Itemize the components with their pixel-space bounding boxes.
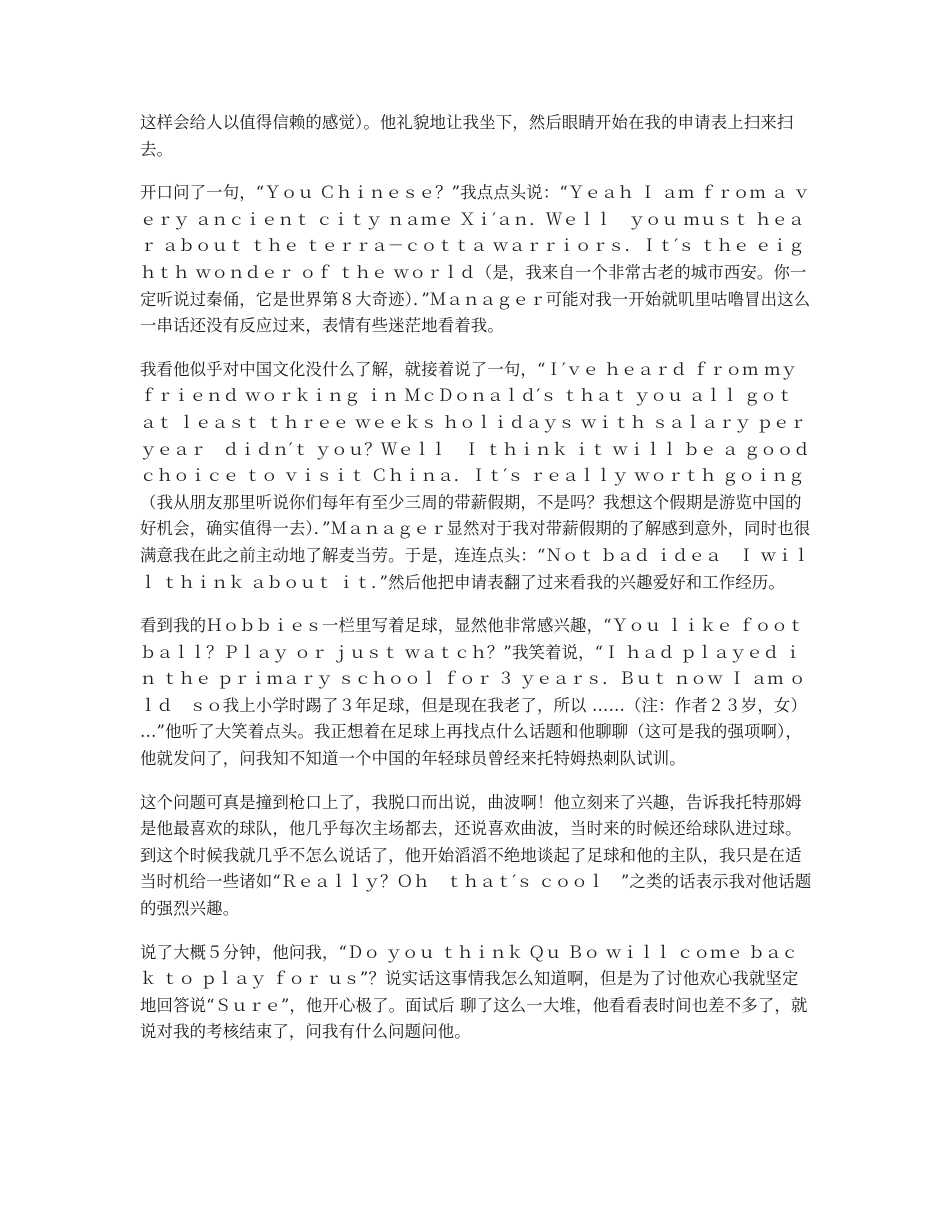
paragraph: 看到我的Ｈｏｂｂｉｅｓ一栏里写着足球，显然他非常感兴趣，“Ｙｏｕ ｌｉｋｅ ｆｏｏｔｂａｌｌ？Ｐｌａｙ ｏｒ ｊｕｓｔ ｗａｔｃｈ？”我笑着说，“Ｉ ｈａｄ ｐｌａｙｅｄ ｉｎ ｔｈｅ ｐｒｉｍａｒｙ ｓｃｈｏｏｌ ｆｏｒ ３ ｙｅａｒｓ．Ｂｕｔ ｎｏｗ Ｉ ａｍ ｏｌｄ ｓｏ我上小学时踢了３年足球，但是现在我老了，所以 ……（注：作者２３岁，女） …”他听了大笑着点头。我正想着在足球上再找点什么话题和他聊聊（这可是我的强项啊），他就发问了，问我知不知道一个中国的年轻球员曾经来托特姆热刺队试训。 (140, 616, 807, 769)
paragraph: 这样会给人以值得信赖的感觉）。他礼貌地让我坐下，然后眼睛开始在我的申请表上扫来扫去。 (140, 113, 794, 159)
paragraph: 说了大概５分钟，他问我，“Ｄｏ ｙｏｕ ｔｈｉｎｋ Ｑｕ Ｂｏ ｗｉｌｌ ｃｏｍｅ ｂａｃｋ ｔｏ ｐｌａｙ ｆｏｒ ｕｓ”？说实话这事情我怎么知道啊，但是为了讨他欢心我就坚定地回答说“Ｓｕｒｅ”，他开心极了。面试后 聊了这么一大堆，他看看表时间也差不多了，就说对我的考核结束了，问我有什么问题问他。 (140, 942, 808, 1042)
paragraph: 这个问题可真是撞到枪口上了，我脱口而出说，曲波啊！他立刻来了兴趣，告诉我托特那姆是他最喜欢的球队，他几乎每次主场都去，还说喜欢曲波，当时来的时候还给球队进过球。到这个时候我就几乎不怎么说话了，他开始滔滔不绝地谈起了足球和他的主队，我只是在适当时机给一些诸如“Ｒｅａｌｌｙ？Ｏｈ ｔｈａｔ′ｓ ｃｏｏｌ ”之类的话表示我对他话题的强烈兴趣。 (140, 792, 812, 919)
paragraph: 我看他似乎对中国文化没什么了解，就接着说了一句，“Ｉ′ｖｅ ｈｅａｒｄ ｆｒｏｍ ｍｙ ｆｒｉｅｎｄ ｗｏｒｋｉｎｇ ｉｎ ＭｃＤｏｎａｌｄ′ｓ ｔｈａｔ ｙｏｕ ａｌｌ ｇｏｔ ａｔ ｌｅａｓｔ ｔｈｒｅｅ ｗｅｅｋｓ ｈｏｌｉｄａｙｓ ｗｉｔｈ ｓａｌａｒｙ ｐｅｒ ｙｅａｒ ｄｉｄｎ′ｔ ｙｏｕ？Ｗｅｌｌ Ｉ ｔｈｉｎｋ ｉｔ ｗｉｌｌ ｂｅ ａ ｇｏｏｄ ｃｈｏｉｃｅ ｔｏ ｖｉｓｉｔ Ｃｈｉｎａ．Ｉｔ′ｓ ｒｅａｌｌｙ ｗｏｒｔｈ ｇｏｉｎｇ（我从朋友那里听说你们每年有至少三周的带薪假期，不是吗？我想这个假期是游览中国的好机会，确实值得一去）．”Ｍａｎａｇｅｒ显然对于我对带薪假期的了解感到意外，同时也很满意我在此之前主动地了解麦当劳。于是，连连点头：“Ｎｏｔ ｂａｄ ｉｄｅａ Ｉ ｗｉｌｌ ｔｈｉｎｋ ａｂｏｕｔ ｉｔ．”然后他把申请表翻了过来看我的兴趣爱好和工作经历。 (140, 359, 811, 592)
paragraph: 开口问了一句，“Ｙｏｕ Ｃｈｉｎｅｓｅ？”我点点头说：“Ｙｅａｈ Ｉ ａｍ ｆｒｏｍ ａ ｖｅｒｙ ａｎｃｉｅｎｔ ｃｉｔｙ ｎａｍｅ Ｘｉ′ａｎ．Ｗｅｌｌ ｙｏｕ ｍｕｓｔ ｈｅａｒ ａｂｏｕｔ ｔｈｅ ｔｅｒｒａ－ｃｏｔｔａ ｗａｒｒｉｏｒｓ．Ｉｔ′ｓ ｔｈｅ ｅｉｇｈｔｈ ｗｏｎｄｅｒ ｏｆ ｔｈｅ ｗｏｒｌｄ（是，我来自一个非常古老的城市西安。你一定听说过秦俑，它是世界第８大奇迹）．”Ｍａｎａｇｅｒ可能对我一开始就叽里咕噜冒出这么一串话还没有反应过来，表情有些迷茫地看着我。 (140, 183, 811, 336)
document-body (140, 110, 812, 1063)
